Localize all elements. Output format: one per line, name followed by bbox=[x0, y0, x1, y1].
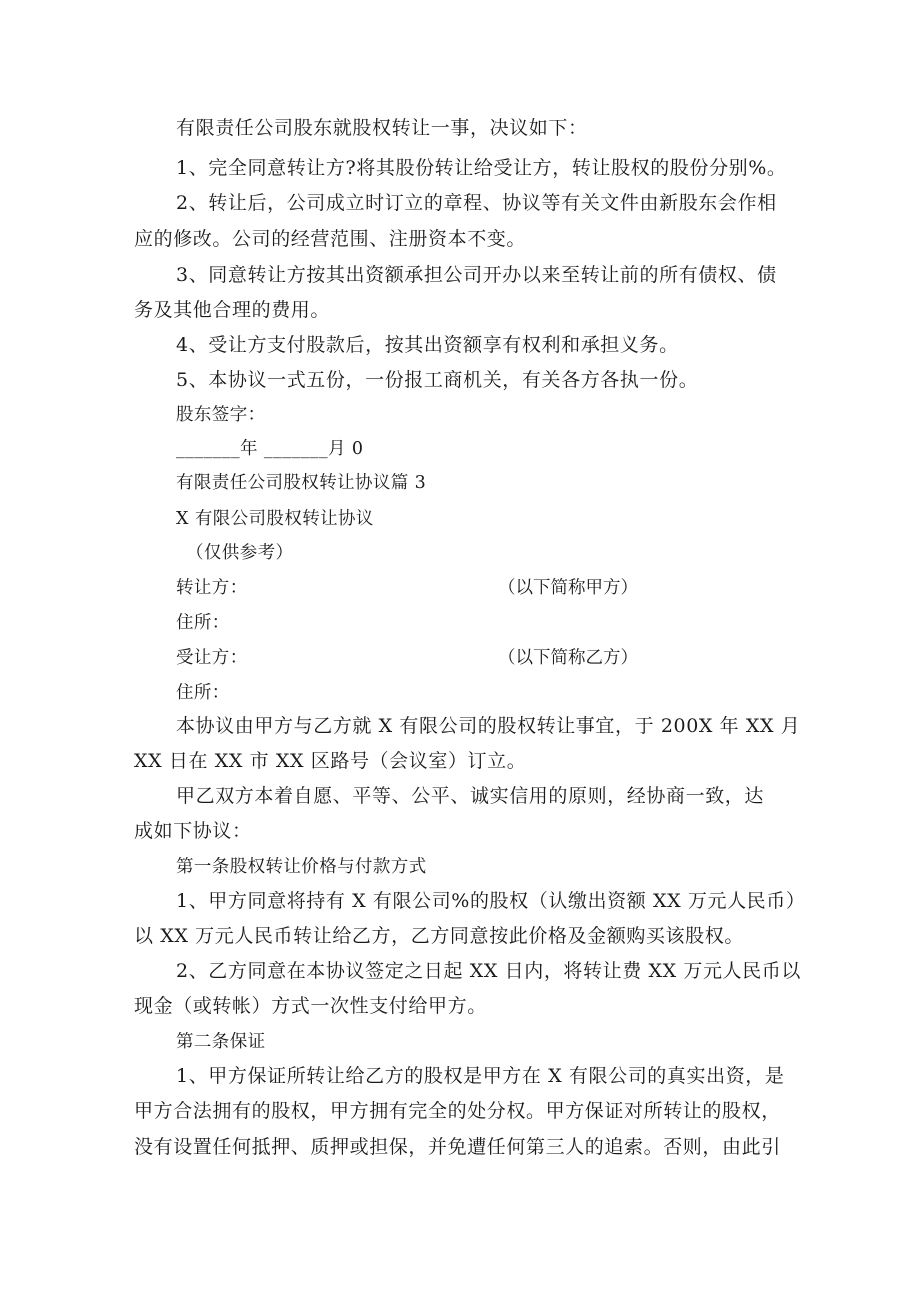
agreement-preamble: 本协议由甲方与乙方就 X 有限公司的股权转让事宜，于 200X 年 XX 月 bbox=[176, 715, 801, 737]
transferee-label: 受让方： bbox=[176, 648, 248, 668]
resolution-item-1: 1、完全同意转让方?将其股份转让给受让方，转让股权的股份分别%。 bbox=[176, 157, 787, 179]
resolution-item-2-cont: 应的修改。公司的经营范围、注册资本不变。 bbox=[134, 228, 527, 250]
resolution-item-5: 5、本协议一式五份，一份报工商机关，有关各方各执一份。 bbox=[176, 369, 699, 391]
article-2-heading: 第二条保证 bbox=[176, 1032, 266, 1052]
signature-date-line: _______年 _______月 0 bbox=[176, 439, 364, 459]
shareholder-signature-label: 股东签字： bbox=[176, 405, 266, 425]
agreement-title: X 有限公司股权转让协议 bbox=[176, 509, 374, 529]
resolution-item-3-cont: 务及其他合理的费用。 bbox=[134, 299, 331, 321]
transferor-alias: （以下简称甲方） bbox=[498, 578, 638, 598]
transferee-address-label: 住所： bbox=[176, 683, 230, 703]
transferee-alias: （以下简称乙方） bbox=[498, 648, 638, 668]
article-1-item-2-cont: 现金（或转帐）方式一次性支付给甲方。 bbox=[134, 995, 487, 1017]
principles-paragraph: 甲乙双方本着自愿、平等、公平、诚实信用的原则，经协商一致，达 bbox=[176, 785, 765, 807]
resolution-item-4: 4、受让方支付股款后，按其出资额享有权利和承担义务。 bbox=[176, 334, 679, 356]
agreement-preamble-cont: XX 日在 XX 市 XX 区路号（会议室）订立。 bbox=[134, 750, 527, 772]
resolution-intro: 有限责任公司股东就股权转让一事，决议如下： bbox=[176, 117, 588, 139]
article-2-item-1-cont-2: 没有设置任何抵押、质押或担保，并免遭任何第三人的追索。否则，由此引 bbox=[134, 1136, 781, 1158]
article-1-item-1-cont: 以 XX 万元人民币转让给乙方，乙方同意按此价格及金额购买该股权。 bbox=[134, 925, 744, 947]
article-1-heading: 第一条股权转让价格与付款方式 bbox=[176, 857, 427, 877]
reference-note: （仅供参考） bbox=[186, 543, 294, 563]
section-heading: 有限责任公司股权转让协议篇 3 bbox=[176, 473, 427, 493]
transferor-address-label: 住所： bbox=[176, 613, 230, 633]
article-2-item-1-cont: 甲方合法拥有的股权，甲方拥有完全的处分权。甲方保证对所转让的股权， bbox=[134, 1100, 781, 1122]
transferor-label: 转让方： bbox=[176, 578, 248, 598]
resolution-item-2: 2、转让后，公司成立时订立的章程、协议等有关文件由新股东会作相 bbox=[176, 192, 777, 214]
principles-paragraph-cont: 成如下协议： bbox=[134, 820, 252, 842]
resolution-item-3: 3、同意转让方按其出资额承担公司开办以来至转让前的所有债权、债 bbox=[176, 264, 777, 286]
article-2-item-1: 1、甲方保证所转让给乙方的股权是甲方在 X 有限公司的真实出资，是 bbox=[176, 1065, 785, 1087]
article-1-item-1: 1、甲方同意将持有 X 有限公司%的股权（认缴出资额 XX 万元人民币） bbox=[176, 890, 806, 912]
article-1-item-2: 2、乙方同意在本协议签定之日起 XX 日内，将转让费 XX 万元人民币以 bbox=[176, 960, 801, 982]
